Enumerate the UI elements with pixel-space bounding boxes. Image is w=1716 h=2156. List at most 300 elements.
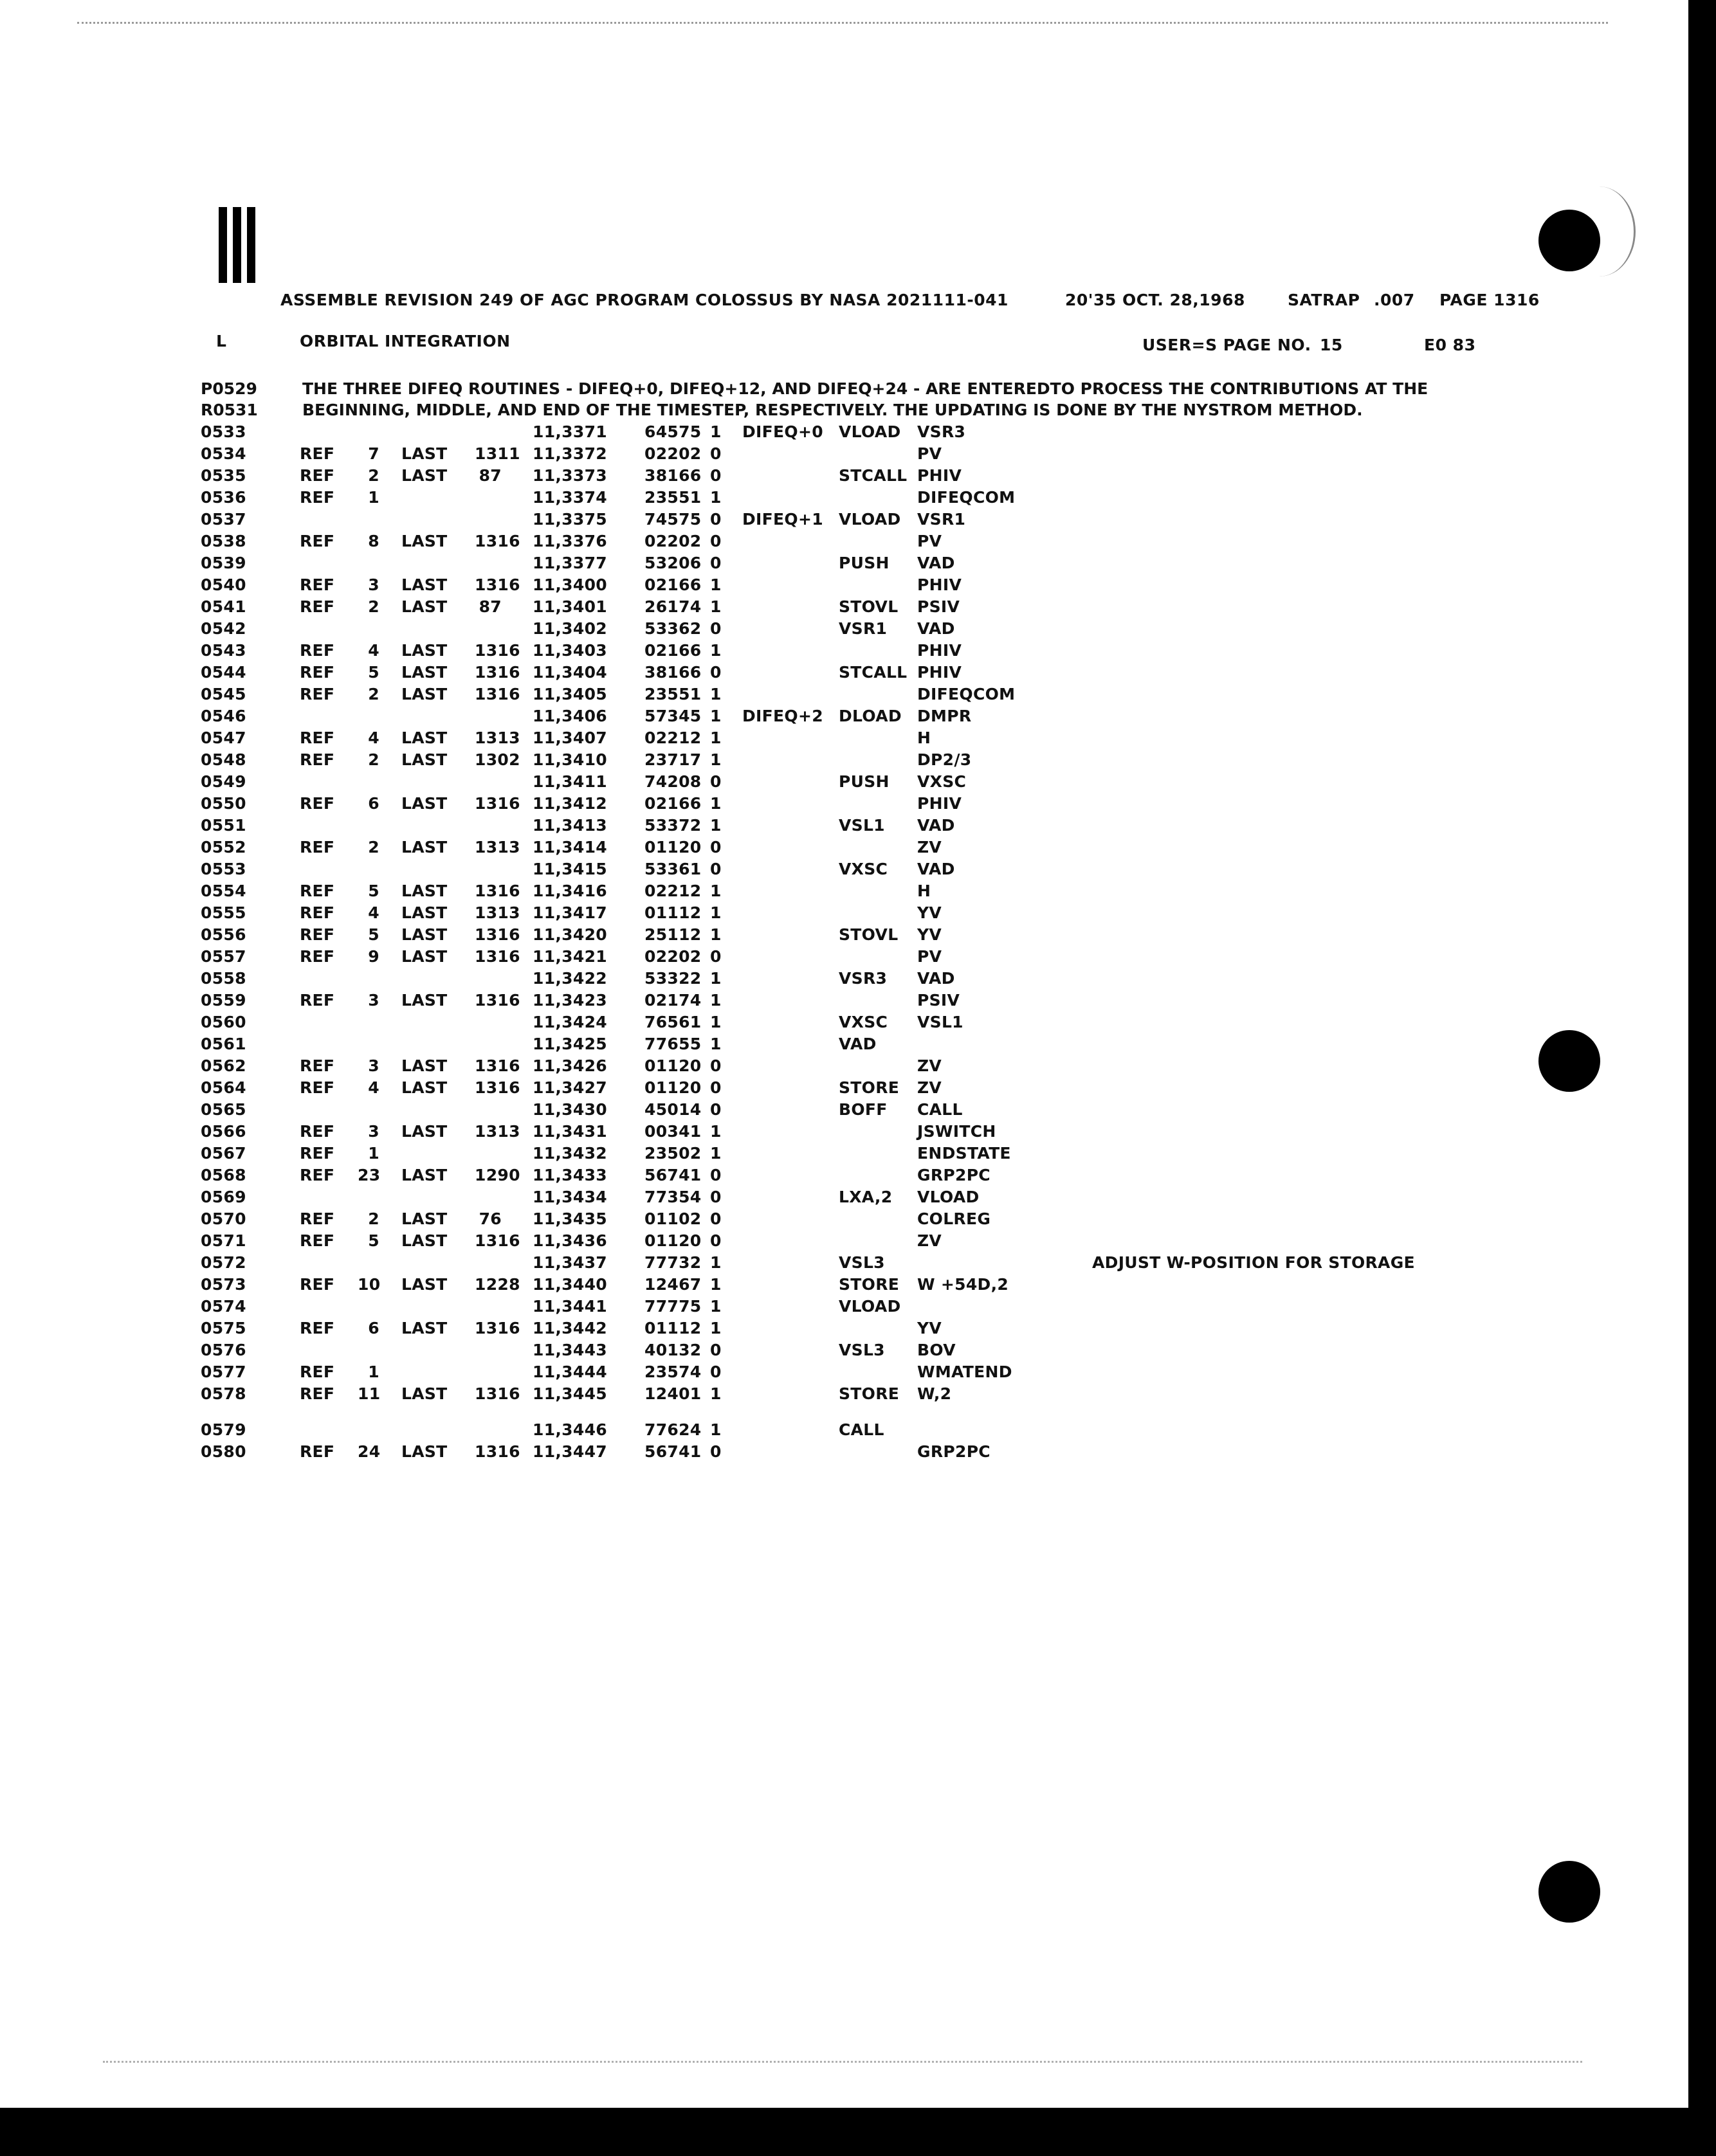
listing-ref-count: 5 xyxy=(368,882,379,900)
listing-row xyxy=(0,794,1479,816)
listing-last: LAST xyxy=(401,466,448,485)
listing-ref-count: 23 xyxy=(358,1166,381,1184)
listing-line-number: 0580 xyxy=(201,1442,246,1461)
listing-operand: VAD xyxy=(917,554,955,572)
listing-ref: REF xyxy=(300,947,335,966)
binder-bar xyxy=(247,207,255,283)
listing-last: LAST xyxy=(401,750,448,769)
listing-word: 56741 xyxy=(644,1166,702,1184)
listing-opcode: PUSH xyxy=(839,554,890,572)
listing-operand: PHIV xyxy=(917,641,962,660)
listing-ref-count: 7 xyxy=(368,444,379,463)
listing-last-position: 1316 xyxy=(475,1442,520,1461)
corner-code: E0 83 xyxy=(1424,336,1476,354)
listing-last: LAST xyxy=(401,685,448,703)
listing-line-number: 0538 xyxy=(201,532,246,550)
listing-word: 53361 xyxy=(644,860,702,878)
listing-line-number: 0541 xyxy=(201,597,246,616)
listing-parity: 1 xyxy=(710,750,722,769)
listing-parity: 1 xyxy=(710,794,722,813)
listing-parity: 1 xyxy=(710,903,722,922)
listing-line-number: 0572 xyxy=(201,1253,246,1272)
listing-row xyxy=(0,1100,1479,1122)
listing-label: DIFEQ+2 xyxy=(742,707,823,725)
listing-last: LAST xyxy=(401,838,448,856)
listing-last-position: 87 xyxy=(479,597,502,616)
listing-row xyxy=(0,1275,1479,1297)
listing-opcode: VLOAD xyxy=(839,1297,901,1316)
listing-line-number: 0540 xyxy=(201,575,246,594)
listing-address: 11,3447 xyxy=(533,1442,607,1461)
listing-last: LAST xyxy=(401,991,448,1010)
listing-operand: ENDSTATE xyxy=(917,1144,1011,1163)
listing-row xyxy=(0,619,1479,641)
listing-parity: 0 xyxy=(710,554,722,572)
listing-ref-count: 2 xyxy=(368,750,379,769)
listing-word: 12401 xyxy=(644,1384,702,1403)
listing-row xyxy=(0,1253,1479,1275)
listing-word: 23574 xyxy=(644,1363,702,1381)
listing-parity: 0 xyxy=(710,510,722,529)
listing-parity: 0 xyxy=(710,466,722,485)
comment-line-text: BEGINNING, MIDDLE, AND END OF THE TIMESTEP, RESPECTIVELY. THE UPDATING IS DONE BY THE NYSTROM METHOD. xyxy=(302,401,1363,419)
listing-operand: VLOAD xyxy=(917,1188,980,1206)
listing-opcode: STCALL xyxy=(839,663,908,682)
listing-address: 11,3436 xyxy=(533,1231,607,1250)
listing-operand: YV xyxy=(917,925,942,944)
listing-parity: 0 xyxy=(710,619,722,638)
listing-operand: VSR1 xyxy=(917,510,966,529)
listing-address: 11,3375 xyxy=(533,510,607,529)
listing-ref: REF xyxy=(300,597,335,616)
listing-parity: 0 xyxy=(710,1188,722,1206)
listing-line-number: 0537 xyxy=(201,510,246,529)
listing-operand: ZV xyxy=(917,1231,942,1250)
listing-last: LAST xyxy=(401,532,448,550)
listing-row xyxy=(0,1319,1479,1341)
listing-operand: VSR3 xyxy=(917,422,966,441)
listing-ref: REF xyxy=(300,750,335,769)
listing-line-number: 0557 xyxy=(201,947,246,966)
listing-ref-count: 2 xyxy=(368,466,379,485)
listing-row xyxy=(0,1122,1479,1144)
listing-opcode: LXA,2 xyxy=(839,1188,893,1206)
listing-operand: PV xyxy=(917,532,942,550)
listing-line-number: 0569 xyxy=(201,1188,246,1206)
listing-address: 11,3373 xyxy=(533,466,607,485)
listing-address: 11,3406 xyxy=(533,707,607,725)
listing-word: 00341 xyxy=(644,1122,702,1141)
listing-address: 11,3435 xyxy=(533,1209,607,1228)
listing-opcode: STOVL xyxy=(839,597,899,616)
listing-parity: 1 xyxy=(710,1384,722,1403)
listing-ref: REF xyxy=(300,532,335,550)
listing-last-position: 1316 xyxy=(475,1319,520,1337)
listing-line-number: 0550 xyxy=(201,794,246,813)
listing-opcode: PUSH xyxy=(839,772,890,791)
listing-address: 11,3372 xyxy=(533,444,607,463)
listing-line-number: 0561 xyxy=(201,1035,246,1053)
listing-address: 11,3422 xyxy=(533,969,607,988)
listing-ref-count: 10 xyxy=(358,1275,381,1294)
listing-line-number: 0545 xyxy=(201,685,246,703)
listing-line-number: 0534 xyxy=(201,444,246,463)
listing-last-position: 1316 xyxy=(475,685,520,703)
listing-parity: 1 xyxy=(710,1013,722,1031)
listing-ref-count: 5 xyxy=(368,925,379,944)
listing-operand: PHIV xyxy=(917,794,962,813)
listing-last: LAST xyxy=(401,882,448,900)
listing-last: LAST xyxy=(401,1122,448,1141)
listing-line-number: 0539 xyxy=(201,554,246,572)
listing-opcode: VSL3 xyxy=(839,1253,885,1272)
listing-line-number: 0568 xyxy=(201,1166,246,1184)
listing-opcode: DLOAD xyxy=(839,707,902,725)
listing-ref-count: 2 xyxy=(368,1209,379,1228)
user-page-label: USER=S PAGE NO. xyxy=(1142,336,1311,354)
listing-ref: REF xyxy=(300,794,335,813)
listing-address: 11,3412 xyxy=(533,794,607,813)
listing-row xyxy=(0,1144,1479,1166)
listing-line-number: 0555 xyxy=(201,903,246,922)
listing-word: 02166 xyxy=(644,575,702,594)
listing-row xyxy=(0,422,1479,444)
listing-parity: 0 xyxy=(710,1442,722,1461)
listing-last-position: 1316 xyxy=(475,794,520,813)
listing-parity: 1 xyxy=(710,707,722,725)
listing-word: 53362 xyxy=(644,619,702,638)
listing-word: 74575 xyxy=(644,510,702,529)
listing-address: 11,3441 xyxy=(533,1297,607,1316)
listing-opcode: VXSC xyxy=(839,1013,888,1031)
listing-row xyxy=(0,1363,1479,1384)
listing-last-position: 1316 xyxy=(475,925,520,944)
listing-parity: 1 xyxy=(710,1144,722,1163)
listing-word: 64575 xyxy=(644,422,702,441)
listing-operand: PV xyxy=(917,947,942,966)
listing-opcode: VSR1 xyxy=(839,619,888,638)
listing-operand: BOV xyxy=(917,1341,956,1359)
listing-word: 56741 xyxy=(644,1442,702,1461)
listing-parity: 0 xyxy=(710,532,722,550)
listing-operand: VAD xyxy=(917,860,955,878)
listing-address: 11,3434 xyxy=(533,1188,607,1206)
listing-address: 11,3414 xyxy=(533,838,607,856)
listing-row xyxy=(0,466,1479,488)
listing-line-number: 0548 xyxy=(201,750,246,769)
listing-last-position: 1311 xyxy=(475,444,520,463)
listing-line-number: 0558 xyxy=(201,969,246,988)
listing-address: 11,3427 xyxy=(533,1078,607,1097)
listing-parity: 1 xyxy=(710,488,722,507)
listing-ref-count: 4 xyxy=(368,903,379,922)
listing-ref: REF xyxy=(300,1442,335,1461)
listing-opcode: VLOAD xyxy=(839,510,901,529)
listing-row xyxy=(0,838,1479,860)
listing-parity: 1 xyxy=(710,1420,722,1439)
listing-operand: VXSC xyxy=(917,772,967,791)
scan-border-right xyxy=(1688,0,1716,2156)
listing-opcode: STORE xyxy=(839,1078,900,1097)
listing-last: LAST xyxy=(401,444,448,463)
comment-line-text: THE THREE DIFEQ ROUTINES - DIFEQ+0, DIFEQ+12, AND DIFEQ+24 - ARE ENTEREDTO PROCESS THE CONTRIBUTIONS AT THE xyxy=(302,379,1428,398)
listing-last-position: 1316 xyxy=(475,882,520,900)
listing-last: LAST xyxy=(401,794,448,813)
listing-row xyxy=(0,444,1479,466)
listing-operand: PSIV xyxy=(917,991,960,1010)
listing-opcode: BOFF xyxy=(839,1100,888,1119)
section-title: ORBITAL INTEGRATION xyxy=(300,332,511,350)
listing-ref-count: 2 xyxy=(368,597,379,616)
listing-row xyxy=(0,969,1479,991)
listing-last-position: 1313 xyxy=(475,1122,520,1141)
listing-ref: REF xyxy=(300,488,335,507)
listing-row xyxy=(0,991,1479,1013)
listing-address: 11,3420 xyxy=(533,925,607,944)
listing-comment: ADJUST W-POSITION FOR STORAGE xyxy=(1092,1253,1415,1272)
listing-ref: REF xyxy=(300,991,335,1010)
listing-word: 77624 xyxy=(644,1420,702,1439)
listing-address: 11,3442 xyxy=(533,1319,607,1337)
listing-line-number: 0562 xyxy=(201,1056,246,1075)
listing-ref-count: 5 xyxy=(368,663,379,682)
listing-row xyxy=(0,882,1479,903)
listing-row xyxy=(0,532,1479,554)
listing-operand: JSWITCH xyxy=(917,1122,996,1141)
listing-operand: PHIV xyxy=(917,575,962,594)
listing-last-position: 1316 xyxy=(475,663,520,682)
listing-last-position: 1313 xyxy=(475,903,520,922)
listing-word: 01120 xyxy=(644,1056,702,1075)
comment-line-number: R0531 xyxy=(201,401,258,419)
listing-operand: H xyxy=(917,882,931,900)
listing-parity: 0 xyxy=(710,1100,722,1119)
listing-word: 53206 xyxy=(644,554,702,572)
listing-ref: REF xyxy=(300,1209,335,1228)
listing-word: 45014 xyxy=(644,1100,702,1119)
listing-last-position: 1316 xyxy=(475,991,520,1010)
listing-address: 11,3423 xyxy=(533,991,607,1010)
listing-last: LAST xyxy=(401,1231,448,1250)
listing-address: 11,3416 xyxy=(533,882,607,900)
listing-address: 11,3440 xyxy=(533,1275,607,1294)
listing-ref: REF xyxy=(300,925,335,944)
listing-line-number: 0567 xyxy=(201,1144,246,1163)
listing-address: 11,3432 xyxy=(533,1144,607,1163)
listing-last-position: 1316 xyxy=(475,1078,520,1097)
listing-operand: YV xyxy=(917,903,942,922)
listing-ref-count: 9 xyxy=(368,947,379,966)
listing-address: 11,3433 xyxy=(533,1166,607,1184)
listing-ref: REF xyxy=(300,1056,335,1075)
listing-row xyxy=(0,663,1479,685)
listing-operand: YV xyxy=(917,1319,942,1337)
listing-operand: ZV xyxy=(917,1078,942,1097)
listing-label: DIFEQ+1 xyxy=(742,510,823,529)
listing-line-number: 0576 xyxy=(201,1341,246,1359)
listing-operand: H xyxy=(917,729,931,747)
listing-line-number: 0560 xyxy=(201,1013,246,1031)
listing-label: DIFEQ+0 xyxy=(742,422,823,441)
listing-parity: 0 xyxy=(710,1078,722,1097)
listing-line-number: 0570 xyxy=(201,1209,246,1228)
listing-parity: 1 xyxy=(710,1035,722,1053)
listing-opcode: VSR3 xyxy=(839,969,888,988)
listing-operand: VAD xyxy=(917,816,955,835)
listing-parity: 0 xyxy=(710,444,722,463)
listing-last: LAST xyxy=(401,1209,448,1228)
listing-address: 11,3413 xyxy=(533,816,607,835)
listing-address: 11,3415 xyxy=(533,860,607,878)
listing-address: 11,3402 xyxy=(533,619,607,638)
listing-ref: REF xyxy=(300,1144,335,1163)
listing-ref: REF xyxy=(300,1319,335,1337)
listing-address: 11,3445 xyxy=(533,1384,607,1403)
listing-ref: REF xyxy=(300,729,335,747)
listing-ref-count: 6 xyxy=(368,1319,379,1337)
listing-operand: DIFEQCOM xyxy=(917,685,1016,703)
listing-row xyxy=(0,925,1479,947)
listing-row xyxy=(0,1056,1479,1078)
listing-parity: 0 xyxy=(710,663,722,682)
listing-ref-count: 3 xyxy=(368,1122,379,1141)
listing-address: 11,3417 xyxy=(533,903,607,922)
listing-operand: ZV xyxy=(917,1056,942,1075)
listing-operand: PHIV xyxy=(917,466,962,485)
listing-ref: REF xyxy=(300,685,335,703)
listing-word: 53372 xyxy=(644,816,702,835)
listing-address: 11,3426 xyxy=(533,1056,607,1075)
listing-line-number: 0554 xyxy=(201,882,246,900)
listing-last: LAST xyxy=(401,729,448,747)
listing-address: 11,3371 xyxy=(533,422,607,441)
listing-opcode: STOVL xyxy=(839,925,899,944)
listing-row xyxy=(0,1209,1479,1231)
listing-ref: REF xyxy=(300,1231,335,1250)
listing-parity: 1 xyxy=(710,685,722,703)
listing-ref: REF xyxy=(300,641,335,660)
listing-line-number: 0575 xyxy=(201,1319,246,1337)
listing-word: 02202 xyxy=(644,444,702,463)
listing-ref-count: 3 xyxy=(368,575,379,594)
listing-address: 11,3443 xyxy=(533,1341,607,1359)
listing-opcode: CALL xyxy=(839,1420,884,1439)
listing-operand: GRP2PC xyxy=(917,1442,990,1461)
listing-row xyxy=(0,947,1479,969)
listing-last: LAST xyxy=(401,925,448,944)
listing-parity: 1 xyxy=(710,1122,722,1141)
listing-operand: WMATEND xyxy=(917,1363,1012,1381)
listing-word: 23717 xyxy=(644,750,702,769)
listing-operand: COLREG xyxy=(917,1209,991,1228)
listing-line-number: 0579 xyxy=(201,1420,246,1439)
listing-line-number: 0547 xyxy=(201,729,246,747)
listing-operand: DIFEQCOM xyxy=(917,488,1016,507)
listing-ref-count: 5 xyxy=(368,1231,379,1250)
listing-word: 53322 xyxy=(644,969,702,988)
listing-row xyxy=(0,816,1479,838)
listing-line-number: 0571 xyxy=(201,1231,246,1250)
run-code: .007 xyxy=(1374,291,1415,309)
listing-operand: W +54D,2 xyxy=(917,1275,1009,1294)
listing-last-position: 1316 xyxy=(475,1231,520,1250)
listing-row xyxy=(0,903,1479,925)
listing-address: 11,3410 xyxy=(533,750,607,769)
listing-ref-count: 4 xyxy=(368,1078,379,1097)
listing-line-number: 0573 xyxy=(201,1275,246,1294)
scan-border-bottom xyxy=(0,2108,1716,2156)
listing-word: 01112 xyxy=(644,1319,702,1337)
listing-word: 02166 xyxy=(644,641,702,660)
listing-operand: PHIV xyxy=(917,663,962,682)
listing-opcode: VLOAD xyxy=(839,422,901,441)
listing-parity: 1 xyxy=(710,422,722,441)
listing-word: 02202 xyxy=(644,532,702,550)
listing-address: 11,3404 xyxy=(533,663,607,682)
listing-word: 02166 xyxy=(644,794,702,813)
listing-line-number: 0556 xyxy=(201,925,246,944)
listing-last-position: 1316 xyxy=(475,1056,520,1075)
comment-line-number: P0529 xyxy=(201,379,257,398)
listing-ref: REF xyxy=(300,882,335,900)
listing-line-number: 0544 xyxy=(201,663,246,682)
scan-speckle-top xyxy=(77,22,1608,24)
listing-ref-count: 2 xyxy=(368,838,379,856)
listing-last-position: 1228 xyxy=(475,1275,520,1294)
listing-last: LAST xyxy=(401,575,448,594)
binder-bar xyxy=(233,207,241,283)
listing-opcode: VSL1 xyxy=(839,816,885,835)
page-number: PAGE 1316 xyxy=(1439,291,1540,309)
listing-last: LAST xyxy=(401,1275,448,1294)
listing-word: 57345 xyxy=(644,707,702,725)
listing-word: 23551 xyxy=(644,685,702,703)
binder-bar xyxy=(219,207,227,283)
listing-last: LAST xyxy=(401,597,448,616)
listing-address: 11,3437 xyxy=(533,1253,607,1272)
listing-word: 38166 xyxy=(644,663,702,682)
listing-address: 11,3424 xyxy=(533,1013,607,1031)
listing-word: 02212 xyxy=(644,882,702,900)
listing-ref: REF xyxy=(300,466,335,485)
listing-operand: CALL xyxy=(917,1100,963,1119)
listing-ref: REF xyxy=(300,1122,335,1141)
listing-address: 11,3407 xyxy=(533,729,607,747)
listing-line-number: 0542 xyxy=(201,619,246,638)
listing-ref-count: 6 xyxy=(368,794,379,813)
listing-line-number: 0565 xyxy=(201,1100,246,1119)
listing-parity: 0 xyxy=(710,860,722,878)
listing-row xyxy=(0,1035,1479,1056)
listing-row xyxy=(0,641,1479,663)
listing-address: 11,3374 xyxy=(533,488,607,507)
listing-last-position: 1290 xyxy=(475,1166,520,1184)
listing-row xyxy=(0,772,1479,794)
listing-parity: 1 xyxy=(710,1275,722,1294)
listing-last-position: 1313 xyxy=(475,729,520,747)
listing-parity: 0 xyxy=(710,1056,722,1075)
punch-hole-bottom xyxy=(1538,1861,1600,1923)
listing-word: 76561 xyxy=(644,1013,702,1031)
listing-ref-count: 1 xyxy=(368,1144,379,1163)
listing-parity: 0 xyxy=(710,1209,722,1228)
listing-parity: 1 xyxy=(710,729,722,747)
listing-ref-count: 4 xyxy=(368,641,379,660)
listing-last: LAST xyxy=(401,663,448,682)
punch-hole-top xyxy=(1538,210,1600,271)
listing-ref-count: 1 xyxy=(368,488,379,507)
listing-parity: 1 xyxy=(710,1253,722,1272)
